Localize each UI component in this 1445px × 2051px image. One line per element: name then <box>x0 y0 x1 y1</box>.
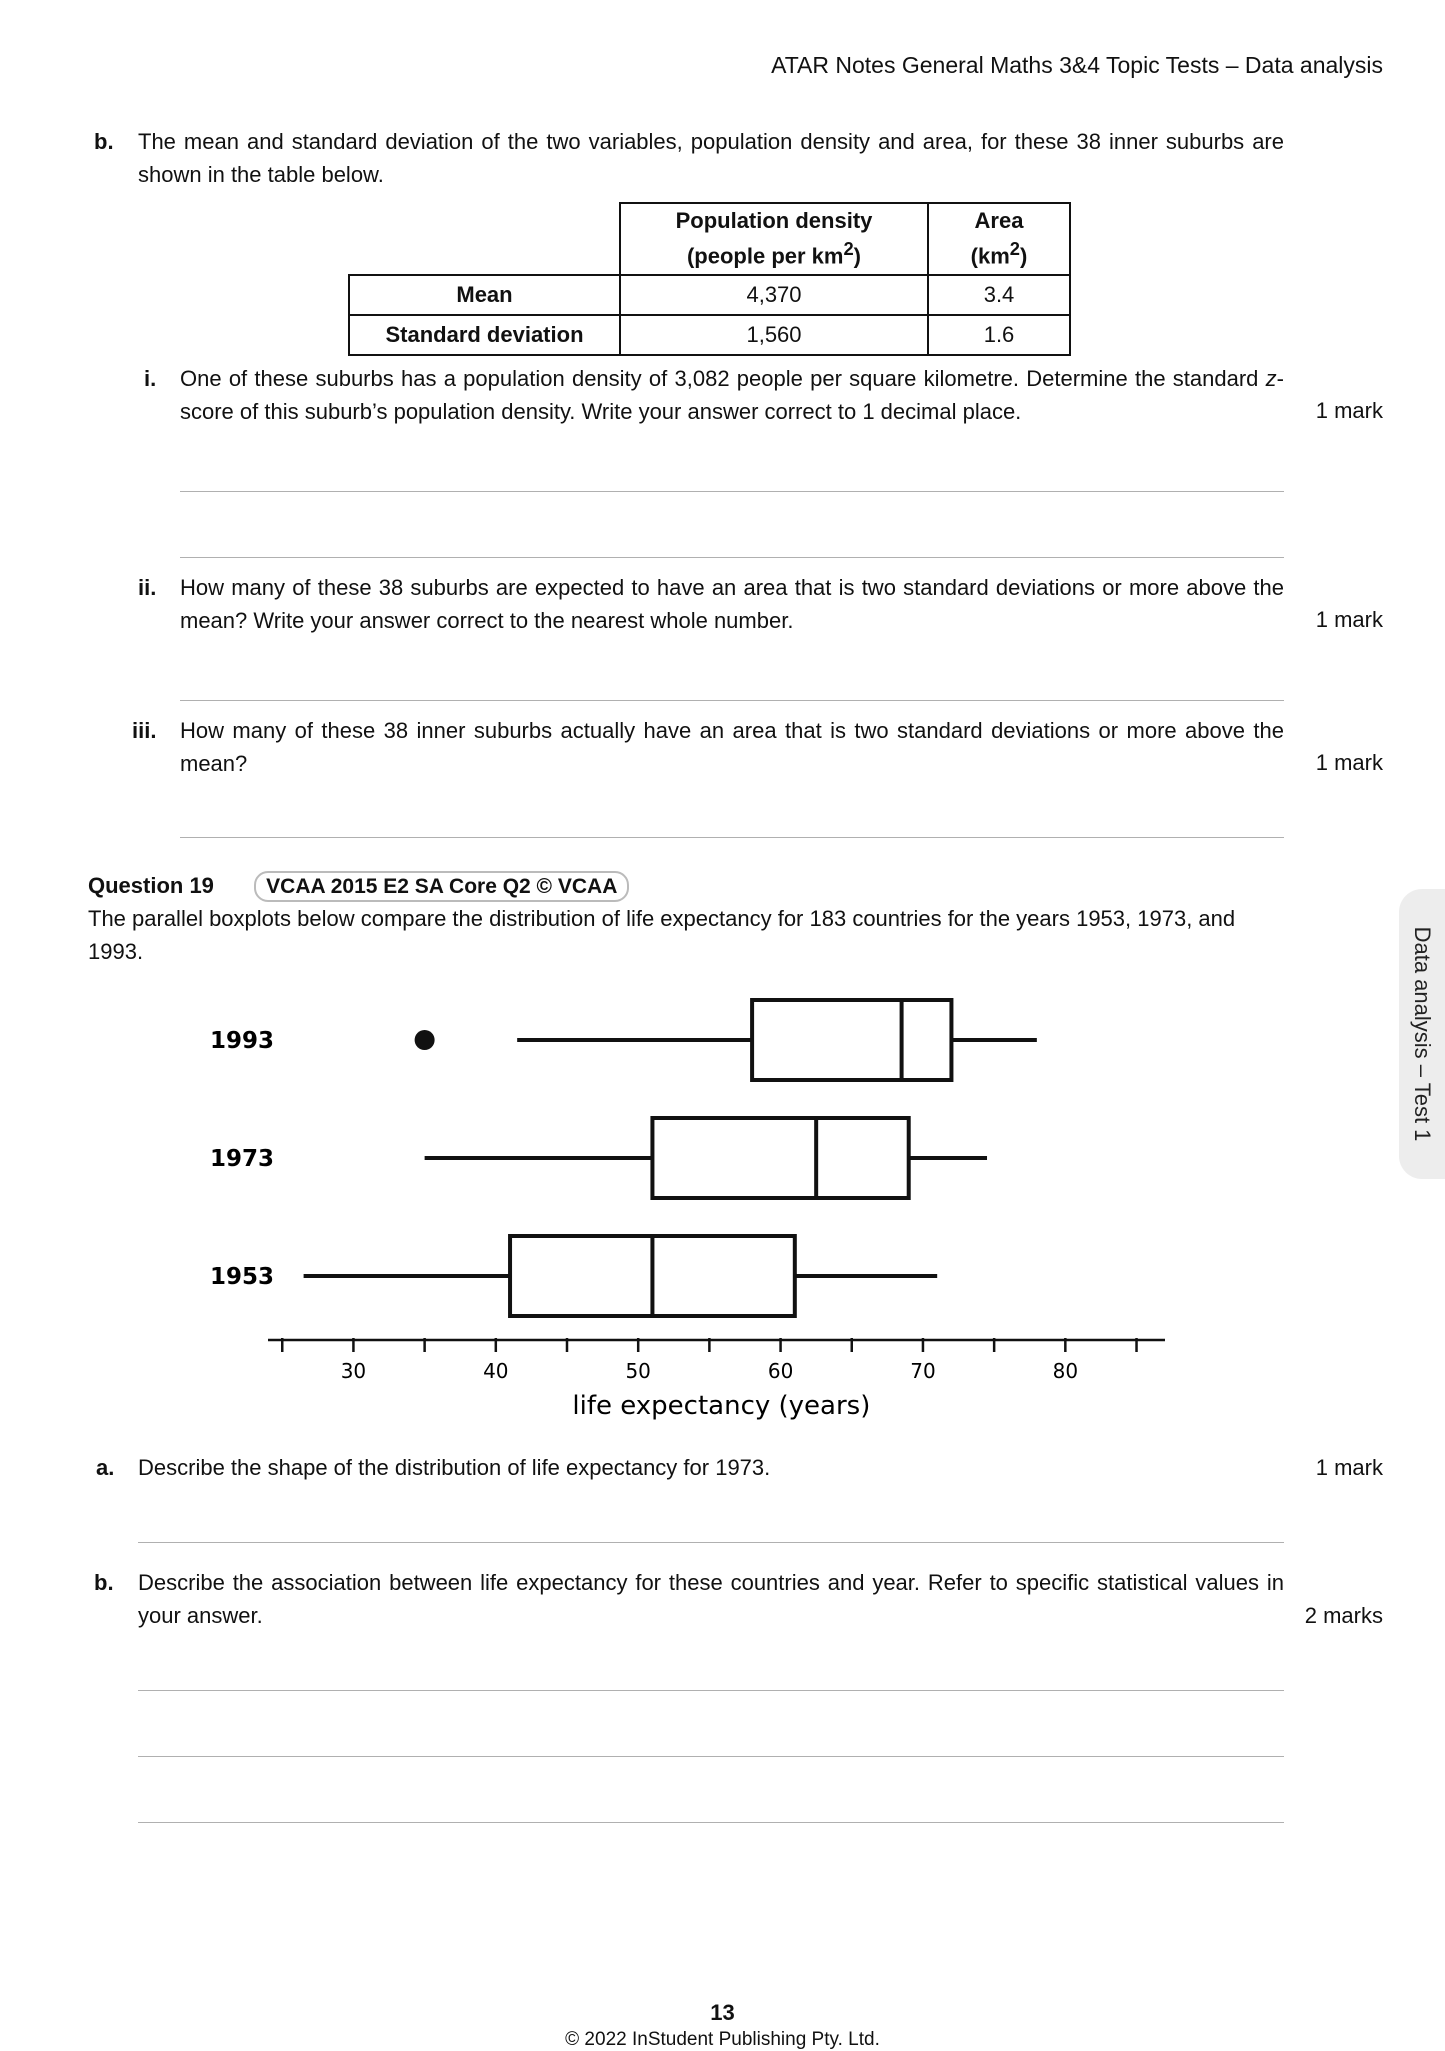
answer-line[interactable] <box>138 1756 1284 1757</box>
tick-label: 70 <box>910 1359 936 1383</box>
question-19-header <box>88 870 629 903</box>
series-label: 1993 <box>210 1028 275 1054</box>
sub-iii-label: iii. <box>132 718 157 743</box>
box-iqr <box>752 1000 951 1080</box>
table-row: Standard deviation 1,560 1.6 <box>349 315 1070 355</box>
running-header: ATAR Notes General Maths 3&4 Topic Tests – Data analysis <box>771 52 1383 78</box>
q19-part-a-mark: 1 mark <box>1315 1455 1383 1480</box>
copyright: © 2022 InStudent Publishing Pty. Ltd. <box>565 2029 880 2050</box>
tick-label: 80 <box>1052 1359 1079 1383</box>
question-19-intro: The parallel boxplots below compare the distribution of life expectancy for 183 countries for the years 1953, 1973, and 1993. <box>88 906 1236 964</box>
q19-part-a-label: a. <box>96 1455 115 1480</box>
table-head-area: Area $(km^2)$ <box>928 203 1070 275</box>
q19-part-b-label: b. <box>94 1570 114 1595</box>
part-b-text: The mean and standard deviation of the two variables, population density and area, for these 38 inner suburbs are shown in the table below. <box>138 129 1284 187</box>
q19-part-b-mark: 2 marks <box>1304 1603 1383 1628</box>
question-title: Question 19 <box>88 873 214 898</box>
sub-ii-mark: 1 mark <box>1315 607 1383 632</box>
table-head-density: Population density (people per $km^2$) <box>620 203 928 275</box>
sub-i-text: One of these suburbs has a population density of 3,082 people per square kilometre. Determine the standard z-score of this suburb’s population density. Write your answer correct to 1 decimal place. <box>180 366 1284 424</box>
tick-label: 30 <box>340 1359 367 1383</box>
sub-i-mark: 1 mark <box>1315 398 1383 423</box>
sub-iii-mark: 1 mark <box>1315 750 1383 775</box>
q19-part-b-text: Describe the association between life expectancy for these countries and year. Refer to specific statistical values in your answer. <box>138 1570 1284 1628</box>
answer-line[interactable] <box>180 557 1284 558</box>
answer-line[interactable] <box>138 1542 1284 1543</box>
answer-line[interactable] <box>180 837 1284 838</box>
outlier-point <box>415 1030 435 1050</box>
series-label: 1953 <box>210 1264 275 1290</box>
page-number: 13 <box>710 2000 735 2025</box>
answer-line[interactable] <box>138 1690 1284 1691</box>
sub-i-label: i. <box>144 366 157 391</box>
answer-line[interactable] <box>138 1822 1284 1823</box>
box-iqr <box>652 1118 908 1198</box>
sub-ii-label: ii. <box>138 575 157 600</box>
side-tab-label: Data analysis – Test 1 <box>1410 926 1435 1142</box>
x-axis-label: life expectancy (years) <box>572 1391 871 1420</box>
tick-label: 60 <box>767 1359 794 1383</box>
tick-label: 40 <box>483 1359 509 1383</box>
table-row: Mean 4,370 3.4 <box>349 275 1070 315</box>
part-b-label: b. <box>94 129 114 154</box>
section-side-tab[interactable] <box>1399 889 1445 1179</box>
answer-line[interactable] <box>180 700 1284 701</box>
source-tag: VCAA 2015 E2 SA Core Q2 © VCAA <box>254 871 629 902</box>
q19-part-a-text: Describe the shape of the distribution of life expectancy for 1973. <box>138 1455 771 1480</box>
boxplot-chart <box>0 960 1200 1420</box>
stats-table <box>348 202 1071 356</box>
sub-ii-text: How many of these 38 suburbs are expected to have an area that is two standard deviations or more above the mean? Write your answer correct to the nearest whole number. <box>180 575 1284 633</box>
answer-line[interactable] <box>180 491 1284 492</box>
tick-label: 50 <box>625 1359 651 1383</box>
sub-iii-text: How many of these 38 inner suburbs actually have an area that is two standard deviations or more above the mean? <box>180 718 1284 776</box>
series-label: 1973 <box>210 1146 275 1172</box>
